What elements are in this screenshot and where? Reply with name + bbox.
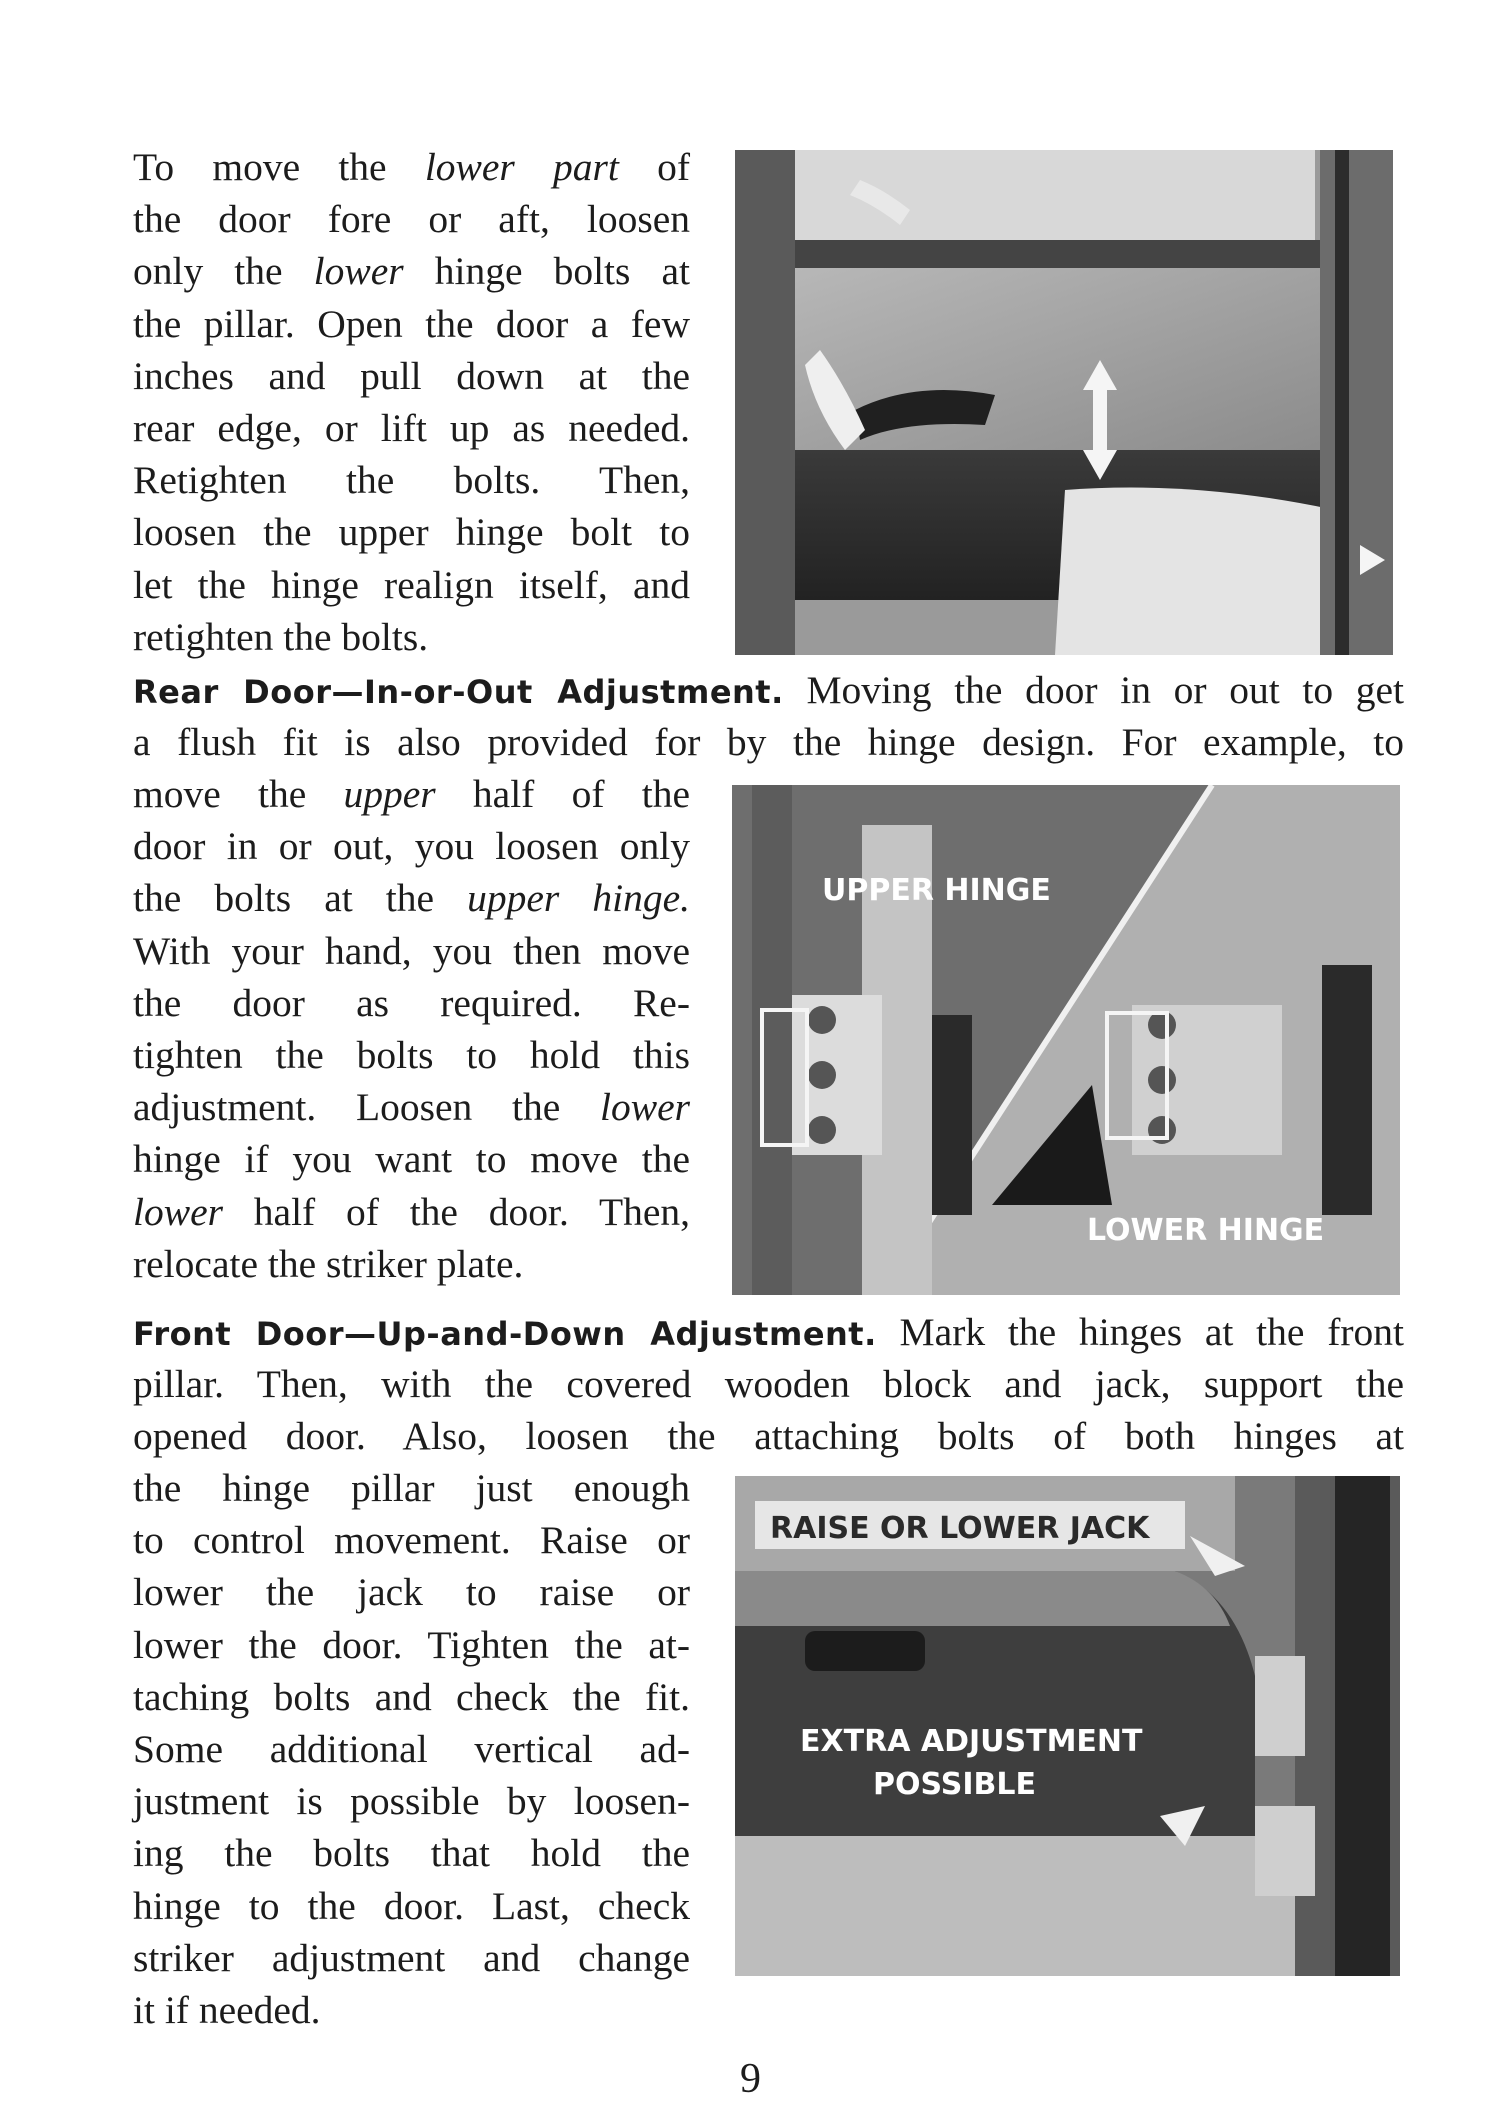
text-line: hinge to the door. Last, check <box>133 1883 690 1928</box>
label-raise-or-lower-jack: RAISE OR LOWER JACK <box>770 1511 1150 1546</box>
page-number: 9 <box>740 2056 761 2102</box>
text-line: the pillar. Open the door a few <box>133 301 690 346</box>
text-line: it if needed. <box>133 1988 321 2033</box>
text-line: only the lower hinge bolts at <box>133 249 690 294</box>
emphasis: lower part <box>424 145 619 189</box>
emphasis: upper <box>343 772 436 816</box>
text-line: rear edge, or lift up as needed. <box>133 406 690 451</box>
photo-upper-lower-hinge <box>732 785 1400 1295</box>
text-line: justment is possible by loosen- <box>133 1779 690 1824</box>
text-line: the door as required. Re- <box>133 980 690 1025</box>
text-line: To move the lower part of <box>133 145 690 189</box>
text-line: lower the door. Tighten the at- <box>133 1622 690 1667</box>
text-line: adjustment. Loosen the lower <box>133 1085 690 1130</box>
label-extra-adjustment: EXTRA ADJUSTMENT <box>800 1724 1143 1759</box>
front-door-full-line-1: pillar. Then, with the covered wooden block and jack, support the <box>133 1362 1404 1406</box>
emphasis: lower <box>313 249 404 294</box>
text-line: lower half of the door. Then, <box>133 1189 690 1234</box>
emphasis: lower <box>133 1189 223 1234</box>
text-line: inches and pull down at the <box>133 353 690 398</box>
text-line: retighten the bolts. <box>133 614 429 659</box>
photo-jack-adjustment <box>735 1476 1400 1976</box>
label-upper-hinge: UPPER HINGE <box>822 873 1051 908</box>
text-line: tighten the bolts to hold this <box>133 1033 690 1078</box>
text-line: door in or out, you loosen only <box>133 824 690 869</box>
text-line: move the upper half of the <box>133 772 690 816</box>
text-line: hinge if you want to move the <box>133 1137 690 1182</box>
label-lower-hinge: LOWER HINGE <box>1087 1213 1325 1248</box>
heading-rear-door: Rear Door—In-or-Out Adjustment. <box>133 673 784 711</box>
text-line: relocate the striker plate. <box>133 1241 524 1286</box>
text-line: lower the jack to raise or <box>133 1570 690 1615</box>
rear-door-lead-text: Moving the door in or out to get <box>783 668 1405 712</box>
text-line: Some additional vertical ad- <box>133 1727 690 1772</box>
front-door-full-line-2: opened door. Also, loosen the attaching bolts of both hinges at <box>133 1414 1404 1458</box>
text-line: loosen the upper hinge bolt to <box>133 510 690 555</box>
text-line: let the hinge realign itself, and <box>133 562 690 607</box>
text-line: With your hand, you then move <box>133 928 690 973</box>
text-line: to control movement. Raise or <box>133 1518 690 1563</box>
text-line: ing the bolts that hold the <box>133 1831 690 1876</box>
paragraph-rear-door-body <box>133 768 690 1290</box>
text-line: the bolts at the upper hinge. <box>133 876 690 921</box>
rear-door-full-line: a flush fit is also provided for by the hinge design. For example, to <box>133 720 1404 764</box>
front-door-lead-text: Mark the hinges at the front <box>876 1310 1404 1354</box>
text-line: striker adjustment and change <box>133 1935 690 1980</box>
photo-door-lower-part <box>735 150 1393 655</box>
paragraph-front-door-body <box>133 1462 690 2036</box>
text-line: Retighten the bolts. Then, <box>133 458 690 503</box>
text-line: the hinge pillar just enough <box>133 1466 690 1510</box>
emphasis: lower <box>600 1085 690 1130</box>
emphasis: upper hinge. <box>467 876 690 921</box>
text-line: taching bolts and check the fit. <box>133 1674 690 1719</box>
label-possible: POSSIBLE <box>873 1767 1036 1802</box>
paragraph-lower-part-adjustment <box>133 141 690 663</box>
paragraph-front-door-intro <box>133 1306 1404 1360</box>
heading-front-door: Front Door—Up-and-Down Adjustment. <box>133 1315 877 1353</box>
text-line: the door fore or aft, loosen <box>133 197 690 242</box>
paragraph-rear-door-intro <box>133 664 1404 718</box>
